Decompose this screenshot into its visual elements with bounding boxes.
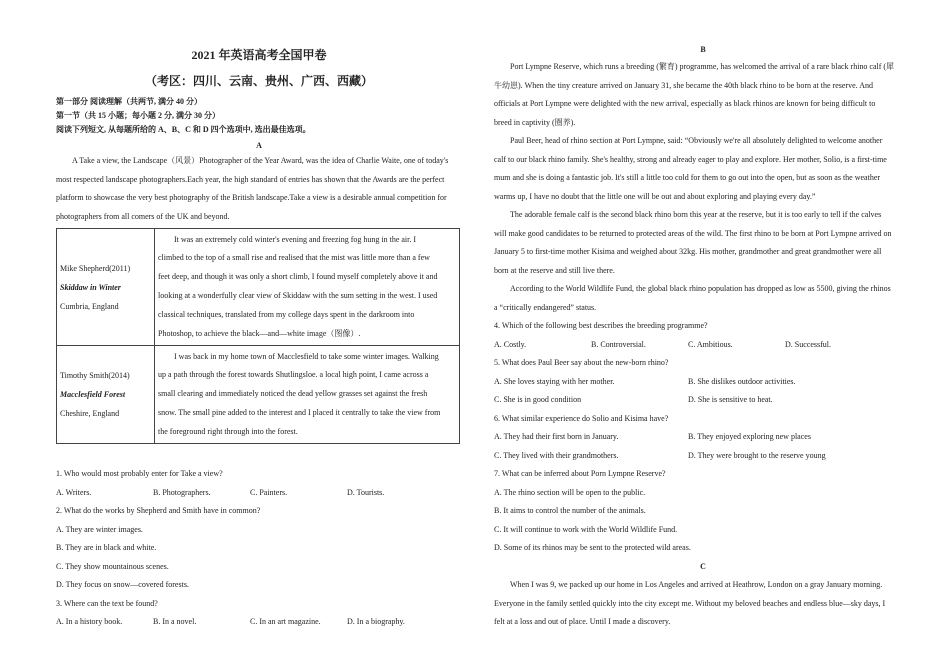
passage-a-label: A <box>256 141 262 150</box>
passage-c-label: C <box>700 561 706 571</box>
option[interactable]: D. Successful. <box>785 339 831 349</box>
option[interactable]: A. In a history book. <box>56 617 123 626</box>
option[interactable]: D. Tourists. <box>347 487 385 497</box>
description-line: the foreground right through into the forest. <box>158 426 298 436</box>
question-6-options <box>494 447 912 466</box>
work-location: Cheshire, England <box>60 409 120 419</box>
option[interactable]: C. She is in good condition <box>494 395 582 404</box>
question-2: 2. What do the works by Shepherd and Smith have in common? <box>56 506 261 515</box>
entry-description-cell <box>155 229 460 346</box>
option[interactable]: B. In a novel. <box>153 617 197 626</box>
option[interactable]: D. She is sensitive to heat. <box>688 395 773 404</box>
passage-b-label: B <box>700 45 706 54</box>
table-row <box>57 229 460 346</box>
option[interactable]: D. In a biography. <box>347 617 405 626</box>
description-line: Photoshop, to achieve the black—and—white image（图像）. <box>158 328 361 338</box>
passage-line: Port Lympne Reserve, which runs a breeding (繁育) programme, has welcomed the arrival of a rare black rhino calf (犀 <box>510 62 895 71</box>
work-title: Macclesfield Forest <box>60 390 126 400</box>
option[interactable]: D. They were brought to the reserve young <box>688 450 826 460</box>
passage-b-body <box>494 58 912 632</box>
part-heading: 第一部分 阅读理解（共两节, 满分 40 分） <box>56 97 202 106</box>
instruction-text: 阅读下列短文, 从每题所给的 A、B、C 和 D 四个选项中, 选出最佳选项。 <box>56 125 311 134</box>
option[interactable]: B. Controversial. <box>591 339 646 349</box>
description-line: snow. The small pine added to the interest and I placed it centrally to take the view from <box>158 407 441 417</box>
option[interactable]: B. They enjoyed exploring new places <box>688 432 811 441</box>
question-3-options <box>56 613 462 632</box>
exam-subtitle: （考区：四川、云南、贵州、广西、西藏） <box>144 74 373 88</box>
passage-line: mum and she is doing a fantastic job. It's still a little too cold for them to go out into the open, but as soon as the weather <box>494 173 881 182</box>
passage-line: will make good candidates to be returned to protected areas of the wild. The first rhino to be born at Port Lympne arrived on <box>494 228 892 238</box>
option[interactable]: A. Writers. <box>56 487 92 497</box>
question-4: 4. Which of the following best describes the breeding programme? <box>494 321 708 330</box>
passage-line: 牛幼崽). When the tiny creature arrived on January 31, she became the 40th black rhino to be born at the reserve. And <box>494 80 873 90</box>
author-name: Mike Shepherd(2011) <box>60 263 131 273</box>
passage-line: calf to our black rhino family. She's healthy, strong and already eager to play and explore. Her mother, Solio, is a first-time <box>494 154 887 164</box>
section-heading: 第一节（共 15 小题；每小题 2 分, 满分 30 分） <box>56 111 220 120</box>
question-5-options <box>494 391 912 410</box>
passage-line: felt at a loss and out of place. Until I made a discovery. <box>494 617 671 626</box>
passage-line: warms up, I have no doubt that the little one will be out and about exploring and playing every day.” <box>494 191 816 201</box>
passage-line: breed in captivity (圈养). <box>494 117 576 127</box>
entry-author-cell <box>57 346 155 444</box>
question-6: 6. What similar experience do Solio and Kisima have? <box>494 413 669 423</box>
description-line: It was an extremely cold winter's evening and freezing fog hung in the air. I <box>174 234 417 244</box>
work-location: Cumbria, England <box>60 301 119 311</box>
option[interactable]: C. In an art magazine. <box>250 617 321 626</box>
option[interactable]: C. It will continue to work with the World Wildlife Fund. <box>494 524 678 534</box>
entry-description-cell <box>155 346 460 444</box>
description-line: I was back in my home town of Macclesfield to take some winter images. Walking <box>174 351 439 361</box>
exam-title: 2021 年英语高考全国甲卷 <box>191 48 327 62</box>
passage-a-intro <box>56 152 462 226</box>
description-line: climbed to the top of a small rise and realised that the mist was little more than a few <box>158 253 430 263</box>
passage-line: platform to showcase the very best photography of the British landscape.Take a view is a desirable annual competition for <box>56 193 447 202</box>
description-line: classical techniques, translated from my college days spent in the darkroom into <box>158 309 415 319</box>
entries-table <box>56 228 460 444</box>
description-line: small clearing and immediately noticed the dead yellow grasses set against the fresh <box>158 389 428 399</box>
passage-line: When I was 9, we packed up our home in Los Angeles and arrived at Heathrow, London on a gray January morning. <box>510 580 883 589</box>
option[interactable]: B. Photographers. <box>153 487 211 497</box>
option[interactable]: B. She dislikes outdoor activities. <box>688 376 796 386</box>
question-4-options <box>494 336 912 355</box>
passage-line: a “critically endangered” status. <box>494 302 597 312</box>
description-line: looking at a wonderfully clear view of Skiddaw with the sum setting in the west. I used <box>158 291 438 301</box>
passage-line: Everyone in the family settled quickly into the city except me. Without my beloved beaches and endless blue—sky days, I <box>494 598 886 608</box>
passage-line: Paul Beer, head of rhino section at Port Lympne, said: “Obviously we're all absolutely delighted to welcome another <box>510 136 883 145</box>
question-3: 3. Where can the text be found? <box>56 598 158 608</box>
entry-author-cell <box>57 229 155 346</box>
option[interactable]: B. They are in black and white. <box>56 543 157 552</box>
questions-a <box>56 465 462 632</box>
question-1: 1. Who would most probably enter for Take a view? <box>56 469 223 478</box>
author-name: Timothy Smith(2014) <box>60 371 130 381</box>
passage-line: A Take a view, the Landscape（风景）Photographer of the Year Award, was the idea of Charlie Waite, one of today's <box>72 156 449 165</box>
option[interactable]: A. Costly. <box>494 339 527 349</box>
option[interactable]: D. They focus on snow—covered forests. <box>56 580 189 589</box>
table-row <box>57 346 460 444</box>
passage-line: The adorable female calf is the second black rhino born this year at the reserve, but it is too early to tell if the calves <box>510 210 882 219</box>
passage-line: officials at Port Lympne were delighted with the new arrival, especially as black rhinos are known for being difficult to <box>494 99 876 108</box>
option[interactable]: C. Ambitious. <box>688 339 733 349</box>
option[interactable]: A. They had their first born in January. <box>494 432 619 441</box>
option[interactable]: C. They show mountainous scenes. <box>56 561 169 571</box>
option[interactable]: B. It aims to control the number of the animals. <box>494 506 646 515</box>
option[interactable]: A. The rhino section will be open to the public. <box>494 487 646 497</box>
description-line: up a path through the forest towards Shutlingsloe. a local high point, I came across a <box>158 370 429 380</box>
option[interactable]: A. They are winter images. <box>56 524 143 534</box>
work-title: Skiddaw in Winter <box>60 282 121 292</box>
option[interactable]: C. Painters. <box>250 487 288 497</box>
passage-line: photographers from all comers of the UK and beyond. <box>56 211 230 221</box>
question-1-options <box>56 484 462 503</box>
option[interactable]: A. She loves staying with her mother. <box>494 376 615 386</box>
passage-line: born at the reserve and still live there. <box>494 265 615 275</box>
question-5: 5. What does Paul Beer say about the new-born rhino? <box>494 358 669 367</box>
passage-line: most respected landscape photographers.Each year, the high standard of entries has shown that the Awards are the perfect <box>56 174 445 184</box>
question-7: 7. What can be inferred about Porn Lympne Reserve? <box>494 469 666 478</box>
option[interactable]: D. Some of its rhinos may be sent to the protected wild areas. <box>494 543 691 552</box>
description-line: feet deep, and though it was only a short climb, I found myself completely above it and <box>158 272 438 282</box>
question-6-options <box>494 428 912 447</box>
option[interactable]: C. They lived with their grandmothers. <box>494 450 619 460</box>
question-5-options <box>494 373 912 392</box>
passage-line: January 5 to first-time mother Kisima and weighed about 32kg. His mother, grandmother and great grandmother were all <box>494 247 882 256</box>
passage-line: According to the World Wildlife Fund, the global black rhino population has dropped as low as 5500, giving the rhinos <box>510 284 891 293</box>
